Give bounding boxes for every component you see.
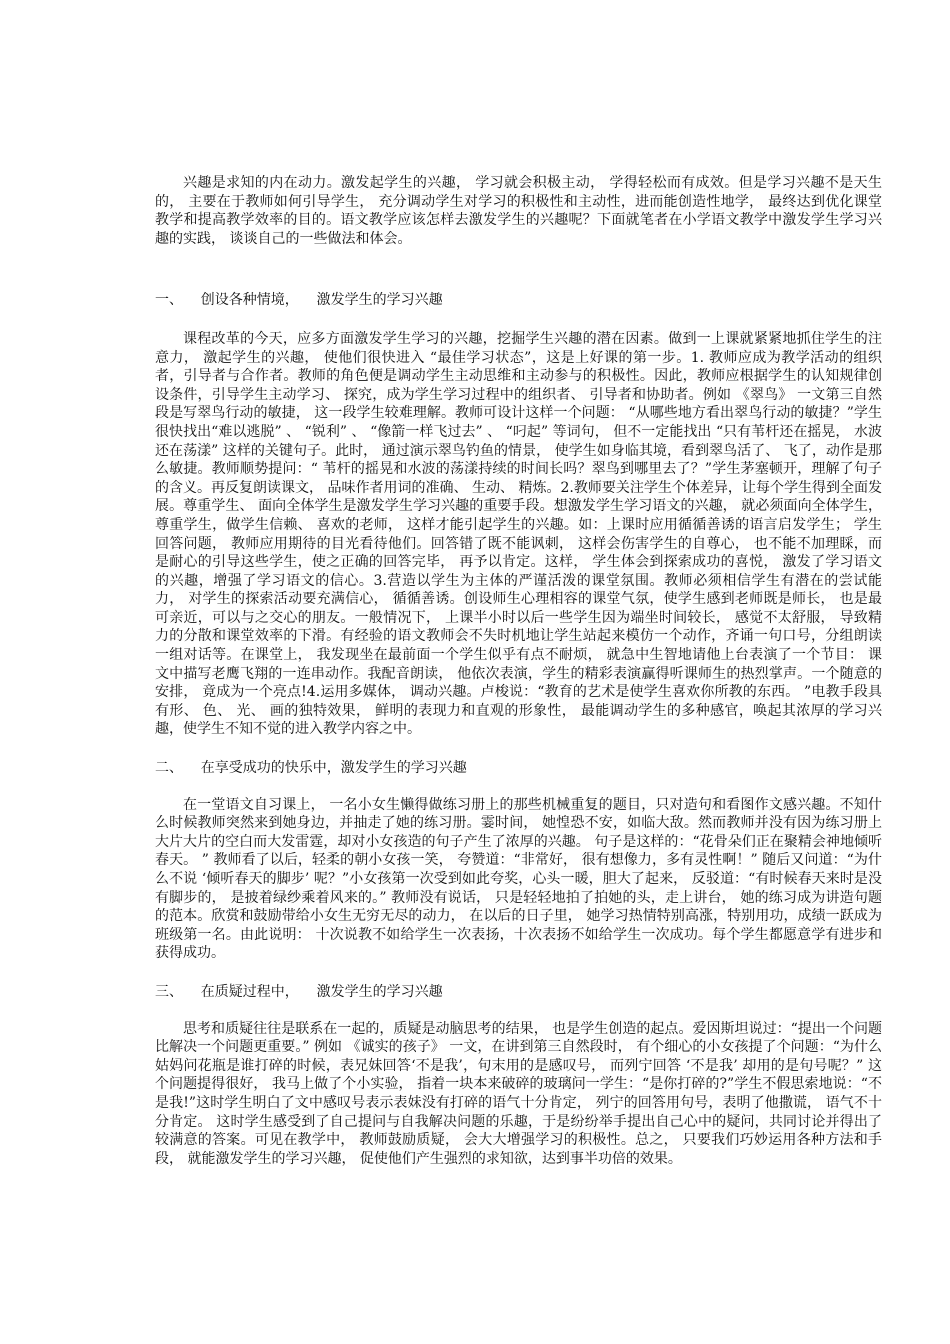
section-1-heading: 一、 创设各种情境， 激发学生的学习兴趣 xyxy=(155,292,443,309)
section-3-heading: 三、 在质疑过程中， 激发学生的学习兴趣 xyxy=(155,983,443,1000)
intro-paragraph: 兴趣是求知的内在动力。激发起学生的兴趣， 学习就会积极主动， 学得轻松而有成效。但是学习兴趣不是天生的， 主要在于教师如何引导学生， 充分调动学生对学习的积极性和主动性，进而能创造性地学， 最终达到优化课堂教学和提高教学效率的目的。语文教学应该怎样去激发学生的兴趣呢？下面就笔者在小学语文教学中激发学生学习兴趣的实践， 谈谈自己的一些做法和体会。 xyxy=(155,175,882,247)
spacer xyxy=(155,963,882,983)
section-2-paragraph: 在一堂语文自习课上， 一名小女生懒得做练习册上的那些机械重复的题目，只对造句和看图作文感兴趣。不知什么时候教师突然来到她身边，并抽走了她的练习册。霎时间， 她惶恐不安，如临大敌。然而教师并没有因为练习册上大片大片的空白而大发雷霆，却对小女孩造的句子产生了浓厚的兴趣。 句子是这样的：“花骨朵们正在聚精会神地倾听春天。 ” 教师看了以后，轻柔的朝小女孩一笑， 夸赞道：“非常好， 很有想像力，多有灵性啊！” 随后又问道：“为什么不说 ‘倾听春天的脚步’ 呢？”小女孩第一次受到如此夸奖，心头一暖，胆大了起来， 反驳道：“有时候春天来时是没有脚步的， 是披着绿纱乘着风来的。” 教师没有说话， 只是轻轻地拍了拍她的头，走上讲台， 她的练习成为讲造句题的范本。欣赏和鼓励带给小女生无穷无尽的动力， 在以后的日子里， 她学习热情特别高涨，特别用功，成绩一跃成为班级第一名。由此说明： 十次说教不如给学生一次表扬，十次表扬不如给学生一次成功。每个学生都愿意学有进步和获得成功。 xyxy=(155,796,882,962)
spacer xyxy=(155,248,882,291)
spacer xyxy=(155,310,882,330)
section-3-paragraph: 思考和质疑往往是联系在一起的，质疑是动脑思考的结果， 也是学生创造的起点。爱因斯坦说过：“提出一个问题比解决一个问题更重要。” 例如 《诚实的孩子》 一文，在讲到第三自然段时， 有个细心的小女孩提了个问题：“为什么姑妈问花瓶是谁打碎的时候，表兄妹回答‘不是我’，句末用的是感叹号， 而列宁回答 ‘不是我’ 却用的是句号呢？” 这个问题提得很好， 我马上做了个小实验， 指着一块本来破碎的玻璃问一学生：“是你打碎的?”学生不假思索地说：“不是我!”这时学生明白了文中感叹号表示表妹没有打碎的语气十分肯定， 列宁的回答用句号，表明了他撒谎， 语气不十分肯定。 这时学生感受到了自己提问与自我解决问题的乐趣，于是纷纷举手提出自己心中的疑问，共同讨论并得出了较满意的答案。可见在教学中， 教师鼓励质疑， 会大大增强学习的积极性。总之， 只要我们巧妙运用各种方法和手段， 就能激发学生的学习兴趣， 促使他们产生强烈的求知欲，达到事半功倍的效果。 xyxy=(155,1020,882,1167)
spacer xyxy=(155,1002,882,1020)
section-2-heading: 二、 在享受成功的快乐中，激发学生的学习兴趣 xyxy=(155,760,467,777)
document-body xyxy=(155,174,882,1168)
spacer xyxy=(155,778,882,796)
spacer xyxy=(155,739,882,759)
section-1-paragraph: 课程改革的今天，应多方面激发学生学习的兴趣，挖掘学生兴趣的潜在因素。做到一上课就紧紧地抓住学生的注意力， 激起学生的兴趣， 使他们很快进入 “最佳学习状态”，这是上好课的第一步。1. 教师应成为教学活动的组织者，引导者与合作者。教师的角色便是调动学生主动思维和主动参与的积极性。因此，教师应根据学生的认知规律创设条件，引导学生主动学习、 探究，成为学生学习过程中的组织者、 引导者和协助者。例如 《翠鸟》 一文第三自然段是写翠鸟行动的敏捷， 这一段学生较难理解。教师可设计这样一个问题： “从哪些地方看出翠鸟行动的敏捷？”学生很快找出“难以逃脱” 、 “锐利” 、 “像箭一样飞过去” 、 “叼起” 等词句， 但不一定能找出 “只有苇杆还在摇晃， 水波还在荡漾” 这样的关键句子。此时， 通过演示翠鸟钓鱼的情景， 使学生如身临其境，看到翠鸟活了、 飞了，动作是那么敏捷。教师顺势提问：“ 苇杆的摇晃和水波的荡漾持续的时间长吗？翠鸟到哪里去了？”学生茅塞顿开，理解了句子的含义。再反复朗读课文， 品味作者用词的准确、 生动、 精炼。2.教师要关注学生个体差异，让每个学生得到全面发展。尊重学生、 面向全体学生是激发学生学习兴趣的重要手段。想激发学生学习语文的兴趣， 就必须面向全体学生，尊重学生，做学生信赖、 喜欢的老师， 这样才能引起学生的兴趣。如：上课时应用循循善诱的语言启发学生； 学生回答问题， 教师应用期待的目光看待他们。回答错了既不能讽刺， 这样会伤害学生的自尊心， 也不能不加理睬，而是耐心的引导这些学生，使之正确的回答完毕， 再予以肯定。这样， 学生体会到探索成功的喜悦， 激发了学习语文的兴趣，增强了学习语文的信心。3.营造以学生为主体的严谨活泼的课堂氛围。教师必须相信学生有潜在的尝试能力， 对学生的探索活动要充满信心， 循循善诱。创设师生心理相容的课堂气氛，使学生感到老师既是师长， 也是最可亲近，可以与之交心的朋友。一般情况下， 上课半小时以后一些学生因为端坐时间较长， 感觉不太舒服， 导致精力的分散和课堂效率的下滑。有经验的语文教师会不失时机地让学生站起来模仿一个动作，齐诵一句口号，分组朗读一组对话等。在课堂上， 我发现坐在最前面一个学生似乎有点不耐烦， 就急中生智地请他上台表演了一个节目： 课文中描写老鹰飞翔的一连串动作。我配音朗读， 他依次表演，学生的精彩表演赢得听课师生的热烈掌声。一个随意的安排， 竟成为一个亮点!4.运用多媒体， 调动兴趣。卢梭说：“教育的艺术是使学生喜欢你所教的东西。 ”电教手段具有形、 色、 光、 画的独特效果， 鲜明的表现力和直观的形象性， 最能调动学生的多种感官，唤起其浓厚的学习兴趣，使学生不知不觉的进入教学内容之中。 xyxy=(155,330,882,738)
